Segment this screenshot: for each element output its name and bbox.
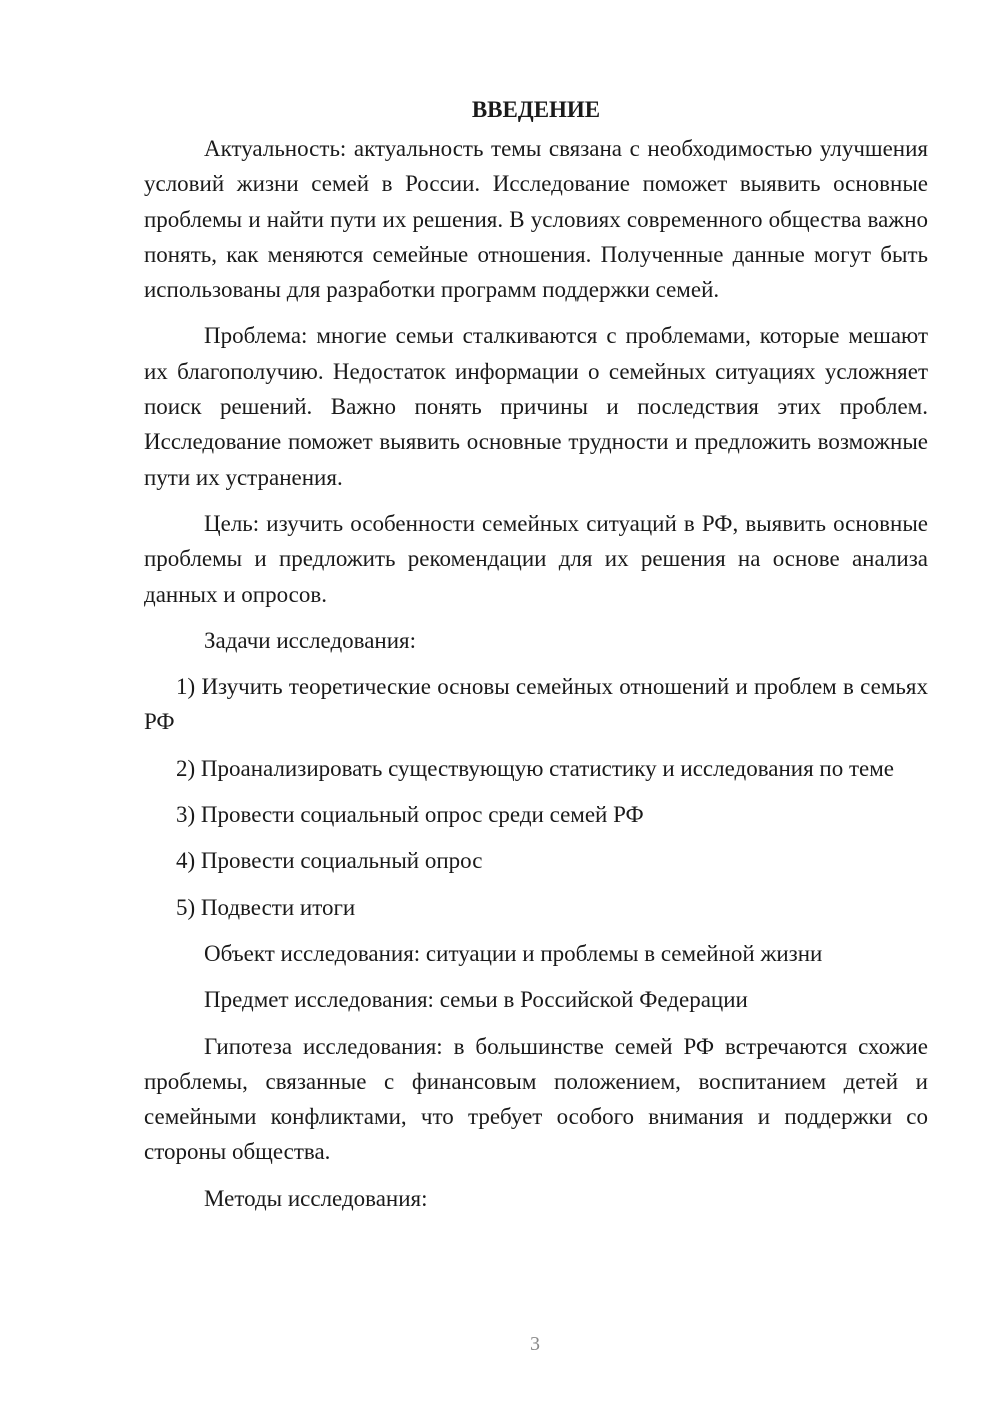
goal-paragraph: Цель: изучить особенности семейных ситуаций в РФ, выявить основные проблемы и предложить рекомендации для их решения на основе анализа данных и опросов. — [144, 510, 928, 607]
list-item: 1) Изучить теоретические основы семейных отношений и проблем в семьях РФ — [144, 674, 928, 735]
hypothesis-paragraph: Гипотеза исследования: в большинстве семей РФ встречаются схожие проблемы, связанные с финансовым положением, воспитанием детей и семейными конфликтами, что требует особого внимания и поддержки со стороны общества. — [144, 1033, 928, 1165]
problem-paragraph: Проблема: многие семьи сталкиваются с проблемами, которые мешают их благополучию. Недостаток информации о семейных ситуациях усложняет поиск решений. Важно понять причины и последствия этих проблем. Исследование поможет выявить основные трудности и предложить возможные пути их устранения. — [144, 323, 928, 490]
list-item: 3) Провести социальный опрос среди семей РФ — [176, 802, 644, 828]
subject-paragraph: Предмет исследования: семьи в Российской Федерации — [204, 987, 748, 1013]
list-item: 4) Провести социальный опрос — [176, 848, 483, 874]
tasks-list — [144, 669, 928, 925]
relevance-paragraph: Актуальность: актуальность темы связана с необходимостью улучшения условий жизни семей в России. Исследование поможет выявить основные проблемы и найти пути их решения. В условиях современного общества важно понять, как меняются семейные отношения. Полученные данные могут быть использованы для разработки программ поддержки семей. — [144, 136, 928, 303]
page-number: 3 — [530, 1333, 540, 1355]
tasks-heading: Задачи исследования: — [204, 627, 417, 653]
object-paragraph: Объект исследования: ситуации и проблемы в семейной жизни — [204, 940, 823, 966]
list-item: 2) Проанализировать существующую статистику и исследования по теме — [176, 755, 894, 781]
methods-heading: Методы исследования: — [204, 1185, 428, 1211]
page-title: ВВЕДЕНИЕ — [471, 97, 601, 122]
list-item: 5) Подвести итоги — [176, 894, 356, 920]
document-page — [144, 92, 928, 1227]
